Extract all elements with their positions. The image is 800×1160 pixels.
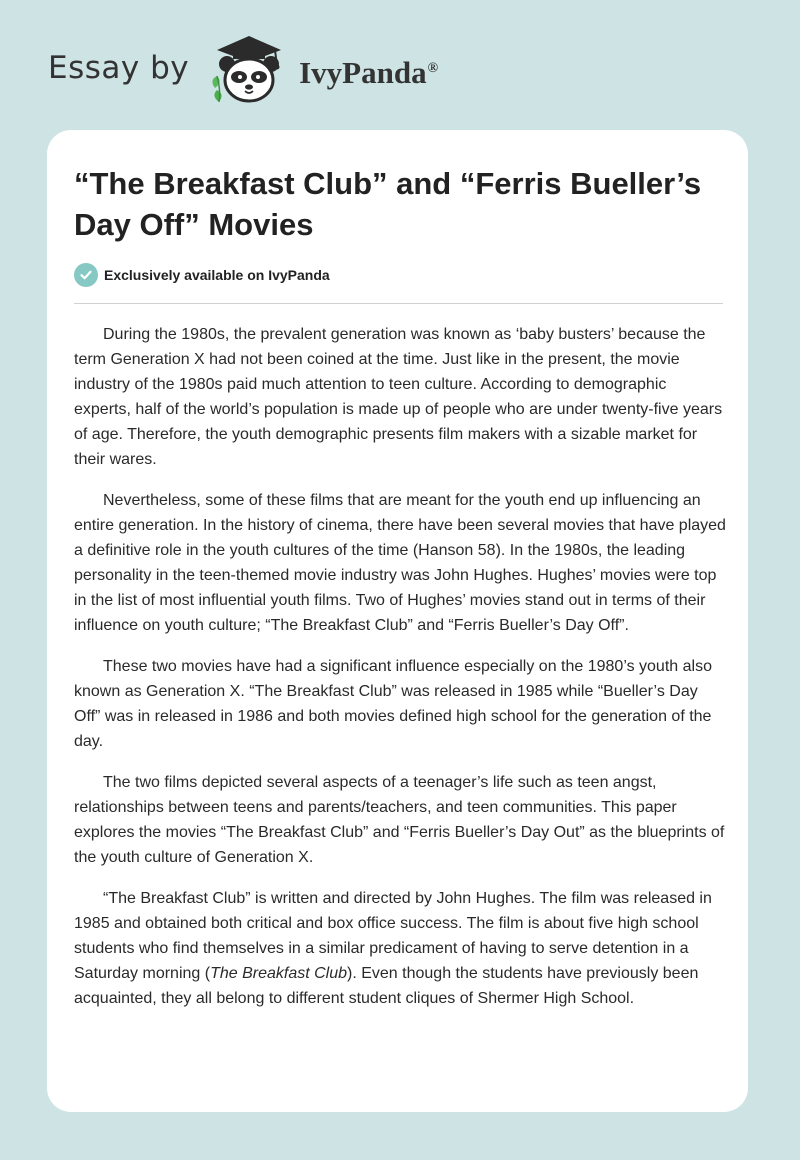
paragraph: The two films depicted several aspects of a teenager’s life such as teen angst, relationships between teens and parents/teachers, and teen communities. This paper explores the movies “The Breakfast Club” and “Ferris Bueller’s Day Out” as the blueprints of the youth culture of Generation X. <box>74 774 725 866</box>
brand-prefix: Essay by <box>48 50 190 86</box>
registered-mark: ® <box>427 60 439 76</box>
divider <box>74 303 723 304</box>
site-brand[interactable] <box>48 30 438 110</box>
page-title: “The Breakfast Club” and “Ferris Bueller’s Day Off” Movies <box>74 166 702 242</box>
exclusive-badge-label: Exclusively available on IvyPanda <box>104 267 330 283</box>
paragraph: “The Breakfast Club” is written and directed by John Hughes. The film was released in 1985 and obtained both critical and box office success. The film is about five high school students who find themselves in a similar predicament of having to serve detention in a Saturday morning (The Breakfast Club). Even though the students have previously been acquainted, they all belong to different student cliques of Shermer High School. <box>74 890 712 1007</box>
brand-name: IvyPanda® <box>299 55 439 90</box>
film-title-citation: The Breakfast Club <box>210 965 348 982</box>
paragraph: Nevertheless, some of these films that are meant for the youth end up influencing an entire generation. In the history of cinema, there have been several movies that have played a definitive role in the youth cultures of the time (Hanson 58). In the 1980s, the leading personality in the teen-themed movie industry was John Hughes. Hughes’ movies were top in the list of most influential youth films. Two of Hughes’ movies stand out in terms of their influence on youth culture; “The Breakfast Club” and “Ferris Bueller’s Day Off”. <box>74 492 726 634</box>
essay-body <box>74 322 726 1027</box>
essay-card <box>47 130 748 1112</box>
paragraph: These two movies have had a significant influence especially on the 1980’s youth also known as Generation X. “The Breakfast Club” was released in 1985 while “Bueller’s Day Off” was in released in 1986 and both movies defined high school for the generation of the day. <box>74 658 712 750</box>
checkmark-icon <box>74 263 98 287</box>
paragraph: During the 1980s, the prevalent generation was known as ‘baby busters’ because the term Generation X had not been coined at the time. Just like in the present, the movie industry of the 1980s paid much attention to teen culture. According to demographic experts, half of the world’s population is made up of people who are under twenty-five years of age. Therefore, the youth demographic presents film makers with a sizable market for their wares. <box>74 326 723 468</box>
panda-logo-icon <box>203 30 295 110</box>
exclusive-badge <box>74 263 330 287</box>
